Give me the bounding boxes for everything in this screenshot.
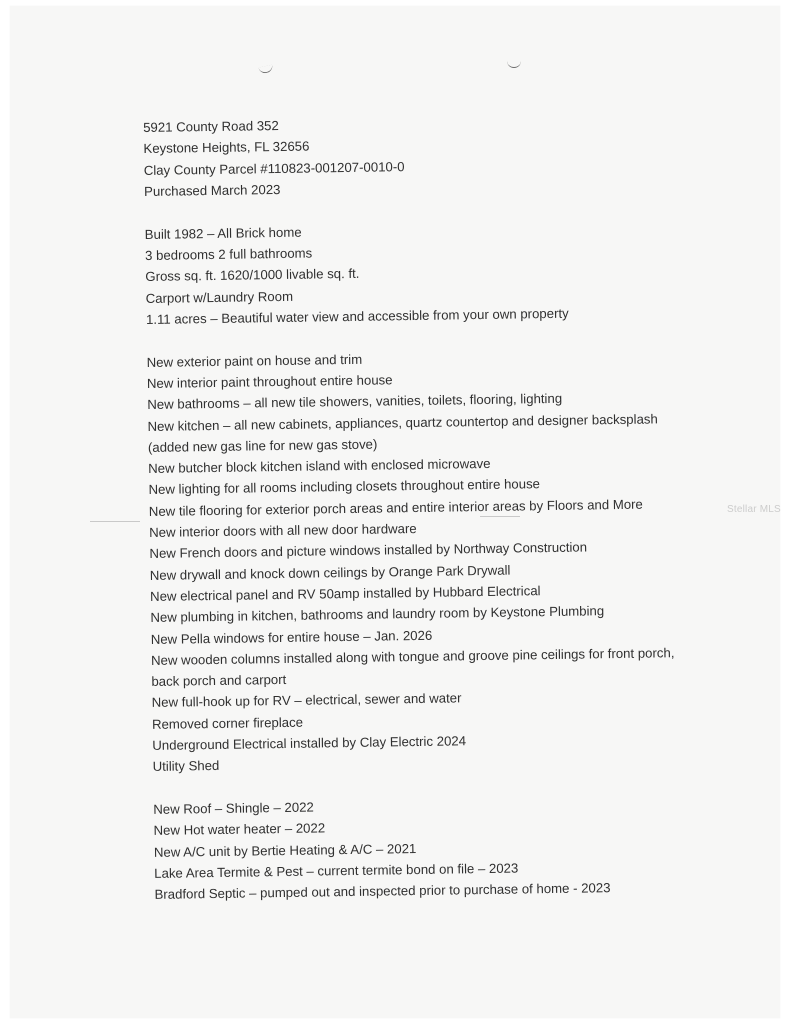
improvement-item: New tile flooring for exterior porch areas and entire interior areas by Floors and More (148, 496, 643, 519)
improvement-item: New exterior paint on house and trim (146, 351, 363, 370)
system-item: Lake Area Termite & Pest – current termite bond on file – 2023 (154, 860, 519, 881)
improvement-item: New electrical panel and RV 50amp installed by Hubbard Electrical (150, 583, 541, 604)
system-item: New Hot water heater – 2022 (153, 820, 326, 839)
address-line-2: Keystone Heights, FL 32656 (143, 138, 310, 157)
system-item: New A/C unit by Bertie Heating & A/C – 2021 (153, 840, 417, 860)
property-detail: Built 1982 – All Brick home (144, 224, 302, 242)
improvement-item: New bathrooms – all new tile showers, vanities, toilets, flooring, lighting (147, 391, 563, 413)
improvement-item: Removed corner fireplace (151, 714, 304, 732)
improvement-item: New kitchen – all new cabinets, appliances, quartz countertop and designer backsplash (147, 410, 658, 434)
improvement-item: New butcher block kitchen island with enclosed microwave (148, 456, 491, 477)
improvement-item: Underground Electrical installed by Clay Electric 2024 (152, 733, 467, 753)
improvement-item: New plumbing in kitchen, bathrooms and laundry room by Keystone Plumbing (150, 603, 605, 626)
systems-section (153, 790, 755, 905)
improvement-item: New wooden columns installed along with tongue and groove pine ceilings for front porch, (150, 645, 675, 668)
property-detail: Carport w/Laundry Room (145, 288, 294, 306)
system-item: New Roof – Shingle – 2022 (153, 799, 314, 818)
improvement-item: New Pella windows for entire house – Jan. 2026 (150, 627, 433, 647)
improvements-section (146, 343, 752, 778)
property-detail: Gross sq. ft. 1620/1000 livable sq. ft. (145, 266, 360, 285)
system-item: Bradford Septic – pumped out and inspected prior to purchase of home - 2023 (154, 880, 611, 903)
improvement-item: back porch and carport (151, 672, 287, 690)
improvement-item: Utility Shed (152, 758, 220, 775)
purchase-date: Purchased March 2023 (143, 181, 281, 199)
improvement-item: New full-hook up for RV – electrical, sewer and water (151, 690, 462, 711)
punch-hole-mark-right (507, 61, 521, 68)
improvement-item: New drywall and knock down ceilings by Orange Park Drywall (149, 562, 511, 583)
address-line-1: 5921 County Road 352 (143, 117, 279, 135)
property-detail: 1.11 acres – Beautiful water view and accessible from your own property (145, 305, 569, 327)
property-detail: 3 bedrooms 2 full bathrooms (144, 245, 313, 263)
improvement-item: New interior paint throughout entire house (146, 372, 393, 391)
improvement-item: (added new gas line for new gas stove) (147, 436, 378, 455)
improvement-item: New French doors and picture windows installed by Northway Construction (149, 539, 588, 562)
scan-artifact-line-left (90, 521, 140, 522)
parcel-number: Clay County Parcel #110823-001207-0010-0 (143, 158, 405, 178)
document-text (143, 108, 755, 905)
mls-watermark: Stellar MLS (727, 504, 781, 515)
address-section (143, 108, 744, 202)
improvement-item: New lighting for all rooms including closets throughout entire house (148, 476, 541, 498)
improvement-item: New interior doors with all new door hardware (149, 521, 417, 541)
property-details-section (145, 215, 747, 330)
punch-hole-mark-left (258, 65, 273, 75)
